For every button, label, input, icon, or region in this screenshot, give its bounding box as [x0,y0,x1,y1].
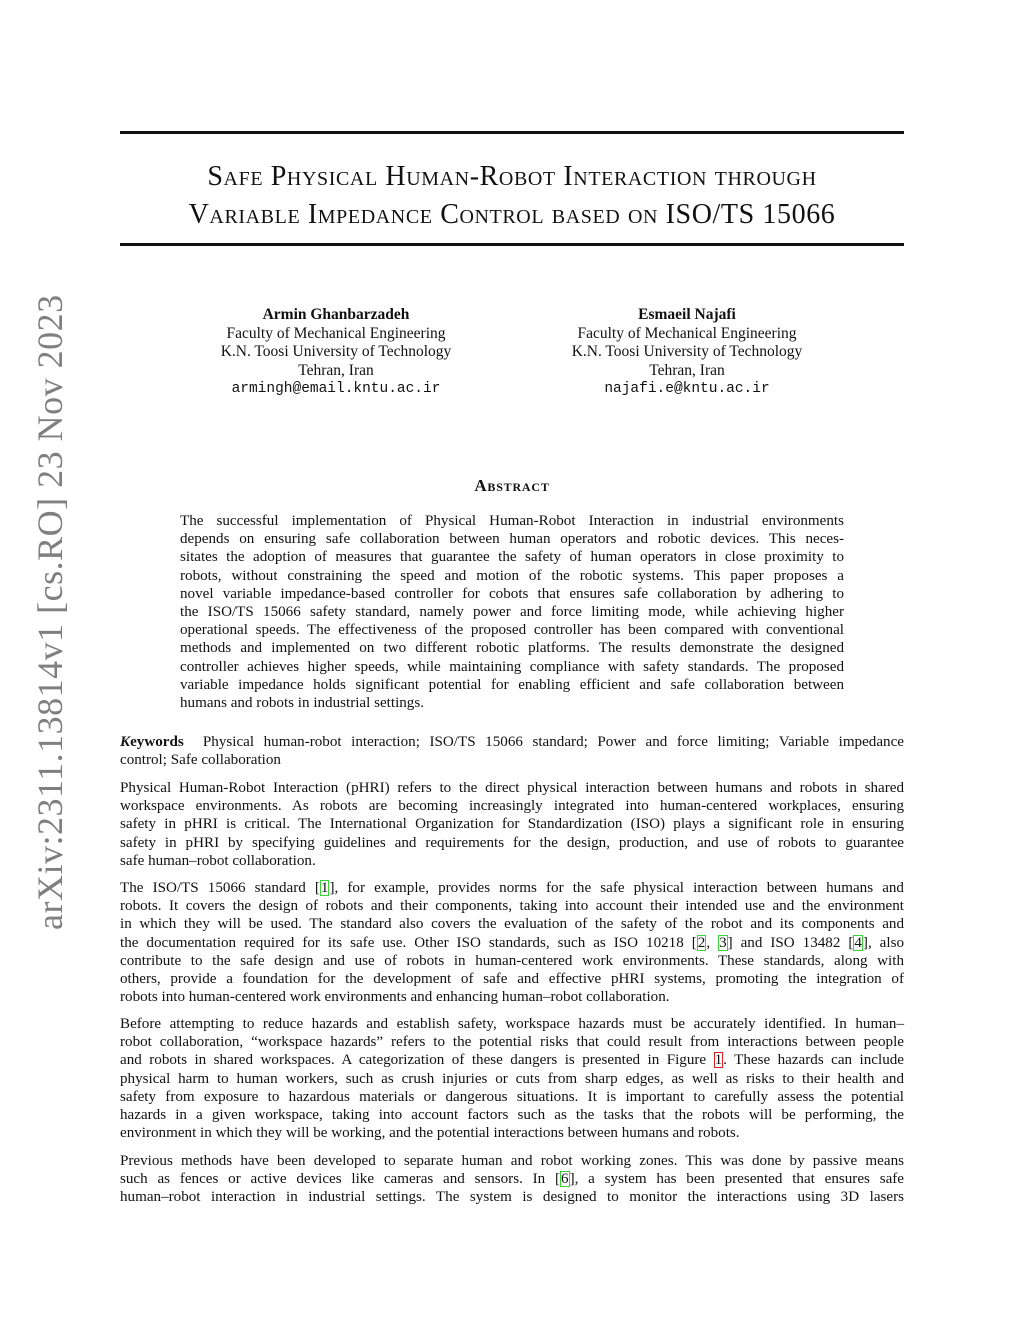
keywords-line: control; Safe collaboration [120,752,281,769]
body-line: safety from exposure to hazardous materials or dangerous situations. It is important to carefully assess the potential [120,1088,904,1105]
author-block-2 [527,306,847,399]
body-line: others, provide a foundation for the development of safe and effective pHRI systems, promoting the integration of [120,971,904,988]
body-text: ] and ISO 13482 [ [727,934,854,951]
body-line: safe human–robot collaboration. [120,852,316,869]
body-line: human–robot interaction in industrial settings. The system is designed to monitor the interactions using 3D lasers [120,1189,904,1206]
abstract-line: robots, without constraining the speed and motion of the robotic systems. This paper proposes a [180,567,844,584]
author-university: K.N. Toosi University of Technology [220,343,452,360]
abstract-line: variable impedance holds significant potential for enabling efficient and safe collaboration between [180,676,844,693]
keywords-line [120,733,904,751]
abstract-line: controller achieves higher speeds, while maintaining compliance with safety standards. The proposed [180,658,844,675]
body-text: and robots in shared workspaces. A categorization of these dangers is presented in Figure [120,1052,714,1069]
body-line: contribute to the safe design and use of robots in human-centered work environments. These standards, along with [120,952,904,969]
body-text: . These hazards can include [723,1052,904,1069]
body-line: robots. It covers the design of robots and their components, taking into account their intended use and the environment [120,898,904,915]
title-bottom-rule [120,243,904,246]
paper-title-line-2: Variable Impedance Control based on ISO/TS 15066 [188,199,836,230]
body-line: robots into human-centered work environments and enhancing human–robot collaboration. [120,989,670,1006]
body-paragraph-2 [120,879,904,1006]
abstract-line: The successful implementation of Physical Human-Robot Interaction in industrial environments [180,513,844,529]
author-name: Esmaeil Najafi [638,306,736,323]
body-line: workspace environments. As robots are becoming increasingly integrated into human-centered workplaces, ensuring [120,798,904,815]
body-text: , [706,934,719,951]
author-affiliation: Faculty of Mechanical Engineering [577,324,797,342]
author-email[interactable]: armingh@email.kntu.ac.ir [231,381,441,397]
citation-link[interactable]: 6 [561,1171,569,1188]
body-line [120,1170,904,1188]
body-line: safety in pHRI is critical. The International Organization for Standardization (ISO) plays a significant role in ensuring [120,816,904,833]
body-line: robot collaboration, “workspace hazards” refers to the potential risks that could result from interactions between people [120,1034,904,1051]
body-paragraph-4 [120,1152,904,1207]
body-line: safety in pHRI by specifying guidelines and requirements for the design, production, and use of robots to guarantee [120,834,904,851]
body-text: The ISO/TS 15066 standard [ [120,880,320,896]
keywords-label-initial: K [120,734,131,750]
citation-link[interactable]: 4 [854,934,862,951]
keywords-text: Physical human-robot interaction; ISO/TS 15066 standard; Power and force limiting; Variable impedance [202,734,904,750]
abstract-line: depends on ensuring safe collaboration between human operators and robotic devices. This neces- [180,531,844,548]
body-paragraph-3 [120,1015,904,1142]
abstract-line: sitates the adoption of measures that guarantee the safety of human operators in close proximity to [180,549,844,566]
abstract-line: methods and implemented on two different robotic platforms. The results demonstrate the designed [180,640,844,657]
body-text: ], also [862,934,904,951]
body-line: physical harm to human workers, such as crush injuries or cuts from sharp edges, as well as risks to their health and [120,1070,904,1087]
body-text: the documentation required for its safe use. Other ISO standards, such as ISO 10218 [ [120,934,697,951]
body-text: ], a system has been presented that ensures safe [569,1171,904,1188]
body-line: in which they will be used. The standard also covers the evaluation of the safety of the robot and its components and [120,916,904,933]
author-affiliation: Faculty of Mechanical Engineering [226,324,446,342]
body-text: such as fences or active devices like cameras and sensors. In [ [120,1171,561,1188]
body-paragraph-1 [120,779,904,870]
author-name: Armin Ghanbarzadeh [262,306,410,323]
body-text: ], for example, provides norms for the safe physical interaction between humans and [329,880,904,896]
body-line [120,879,904,897]
body-line: Previous methods have been developed to separate human and robot working zones. This was done by passive means [120,1153,904,1169]
title-top-rule [120,131,904,134]
abstract-heading: Abstract [474,476,550,495]
citation-link[interactable]: 1 [320,880,329,896]
keywords-block [120,733,904,769]
author-location: Tehran, Iran [298,361,374,379]
abstract-line: operational speeds. The effectiveness of the proposed controller has been compared with conventional [180,622,844,639]
figure-reference-link[interactable]: 1 [714,1052,723,1069]
paper-title [120,158,904,234]
citation-link[interactable]: 2 [697,934,706,951]
abstract-line: novel variable impedance-based controller for cobots that ensures safe collaboration by adhering to [180,585,844,602]
author-university: K.N. Toosi University of Technology [571,343,803,360]
author-email[interactable]: najafi.e@kntu.ac.ir [604,381,770,397]
abstract-line: humans and robots in industrial settings. [180,695,424,712]
author-block-1 [176,306,496,399]
author-location: Tehran, Iran [649,361,725,379]
paper-title-line-1: Safe Physical Human-Robot Interaction through [207,161,817,192]
body-line: Before attempting to reduce hazards and establish safety, workspace hazards must be accurately identified. In human– [120,1016,904,1032]
body-line: Physical Human-Robot Interaction (pHRI) refers to the direct physical interaction between humans and robots in shared [120,780,904,796]
body-line: environment in which they will be working, and the potential interactions between humans and robots. [120,1125,740,1142]
body-line [120,934,904,952]
body-line [120,1051,904,1069]
abstract-body [180,512,844,712]
abstract-line: the ISO/TS 15066 safety standard, namely power and force limiting mode, while achieving higher [180,604,844,621]
arxiv-identifier-stamp: arXiv:2311.13814v1 [cs.RO] 23 Nov 2023 [30,294,70,930]
body-line: hazards in a given workspace, taking into account factors such as the tasks that the robots will be performing, the [120,1107,904,1124]
keywords-label: eywords [130,734,184,750]
citation-link[interactable]: 3 [719,934,727,951]
